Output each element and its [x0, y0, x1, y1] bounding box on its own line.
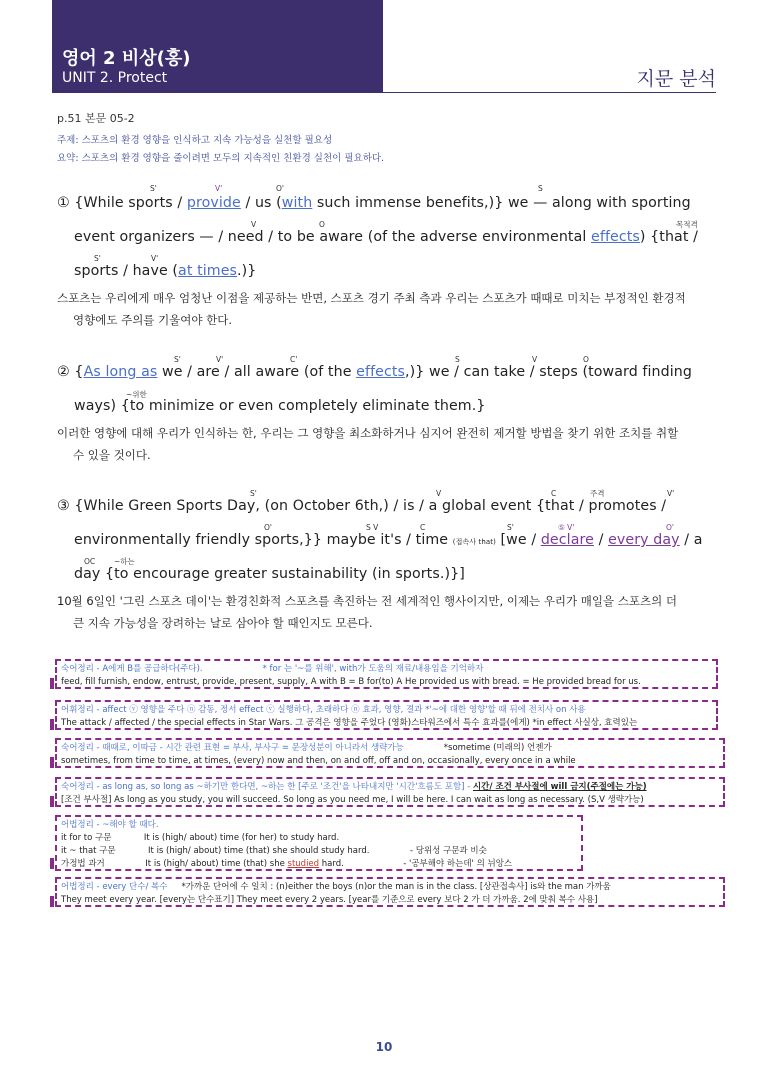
sentence-2-line-1: ② {As long as we / are / all aware (of the effects,)} we / can take / steps (toward finding [57, 364, 692, 380]
page-reference: p.51 본문 05-2 [57, 112, 135, 125]
note-marker [50, 896, 54, 907]
ann-rel: 주격 [590, 489, 605, 498]
ann-s: S' [250, 489, 257, 498]
sentence-2-line-2: ways) {to minimize or even completely eliminate them.} [74, 398, 486, 414]
ann-V: V [251, 220, 257, 229]
sentence-1-line-1: ① {While sports / provide / us (with such immense benefits,)} we — along with sporting [57, 195, 691, 211]
note-marker [50, 757, 54, 768]
sentence-1-line-2: event organizers — / need / to be aware (of the adverse environmental effects) {that / [74, 229, 698, 245]
sentence-1-line-3: sports / have (at times.)} [74, 263, 257, 279]
ann-o: O' [276, 184, 284, 193]
ann-V: V [532, 355, 538, 364]
section-label: 지문 분석 [636, 68, 716, 90]
translation-1: 스포츠는 우리에게 매우 엄청난 이점을 제공하는 반면, 스포츠 경기 주최 측과 우리는 스포츠가 때때로 미치는 부정적인 환경적 영향에도 주의를 기울여야 한다. [57, 291, 686, 327]
ann-v: V [436, 489, 442, 498]
ann-S2: S' [507, 523, 514, 532]
topic: 주제: 스포츠의 환경 영향을 인식하고 지속 가능성을 실천할 필요성 [57, 135, 333, 146]
note-box-4: 숙어정리 - as long as, so long as ~하기만 한다면, ~하는 한 [주로 '조건'을 나타내지만 '시간'흐름도 포함] - 시간/ 조건 부사절에 will 금지(주절에는 가능) [조건 부사절] As long as you study, you will succeed. So long as you need me, I will be here. I can wait as long as necessary. (S,V 생략가능) [55, 777, 725, 807]
ann-s: S' [174, 355, 181, 364]
ann-v: V' [215, 184, 223, 193]
translation-2: 이러한 영향에 대해 우리가 인식하는 한, 우리는 그 영향을 최소화하거나 심지어 완전히 제거할 방법을 찾기 위한 조치를 취할 수 있을 것이다. [57, 426, 679, 462]
ann-S: S [538, 184, 543, 193]
sentence-3-line-1: ③ {While Green Sports Day, (on October 6th,) / is / a global event {that / promotes / [57, 498, 667, 514]
ann-v2: V' [151, 254, 159, 263]
ann-c: C [551, 489, 557, 498]
ann-O: O [319, 220, 325, 229]
ann-s2: S' [94, 254, 101, 263]
ann-s: S' [150, 184, 157, 193]
page-title: 영어 2 비상(홍) [62, 48, 191, 69]
note-box-1: 숙어정리 - A에게 B를 공급하다(주다). * for 는 '~를 위해', with가 도움의 재료/내용임을 기억하자 feed, fill furnish, endow, entrust, provide, present, supply, A with B = B for(to) A He provided us with bread. = He provided bread for us. [55, 659, 718, 689]
note-box-2: 어휘정리 - affect ⓥ 영향을 주다 ⓝ 감동, 정서 effect ⓥ 실행하다, 초래하다 ⓝ 효과, 영향, 결과 *'~에 대한 영향'할 때 뒤에 전치사 on 사용 The attack / affected / the special effects in Star Wars. 그 공격은 영향을 주었다 (영화)스타워즈에서 특수 효과를(에게) *in effect 사실상, 효력있는 [55, 700, 718, 730]
ann-toh: ~하는 [114, 557, 135, 566]
note-marker [50, 678, 54, 689]
unit-label: UNIT 2. Protect [62, 70, 168, 86]
sentence-3-line-3: day {to encourage greater sustainability (in sports.)}] [74, 566, 465, 582]
ann-S: S [455, 355, 460, 364]
ann-C: C [420, 523, 426, 532]
ann-sv: S V [366, 523, 379, 532]
note-box-5: 어법정리 - ~해야 할 때다. it for to 구문 It is (high/ about) time (for her) to study hard. it ~ that 구문 It is (high/ about) time (that) she should study hard. - 당위성 구문과 비슷 가정법 과거 It is (high/ about) time (that) she studied hard. - '공부해야 하는데' 의 뉘앙스 [55, 815, 583, 871]
ann-v5: ⑤ V' [558, 523, 575, 532]
translation-3: 10월 6일인 '그린 스포츠 데이'는 환경친화적 스포츠를 촉진하는 전 세계적인 행사이지만, 이제는 우리가 매일을 스포츠의 더 큰 지속 가능성을 장려하는 날로 삼아야 할 때인지도 모른다. [57, 594, 677, 630]
page-number: 10 [375, 1040, 393, 1054]
note-marker [50, 858, 54, 869]
ann-op: O' [264, 523, 272, 532]
note-marker [50, 796, 54, 807]
ann-to: ~위한 [126, 390, 147, 399]
ann-o2: O' [666, 523, 674, 532]
ann-vp: V' [667, 489, 675, 498]
ann-oc: OC [84, 557, 96, 566]
ann-obj: 목적격 [676, 220, 698, 229]
note-marker [50, 719, 54, 730]
note-box-3: 숙어정리 - 때때로, 이따금 - 시간 관련 표현 = 부사, 부사구 = 문장성분이 아니라서 생략가능 *sometime (미래의) 언젠가 sometimes, from time to time, at times, (every) now and then, on and off, off and on, occasionally, every once in a while [55, 738, 725, 768]
sentence-3-line-2: environmentally friendly sports,}} maybe it's / time (접속사 that) [we / declare / every day / a [74, 532, 703, 548]
ann-v: V' [216, 355, 224, 364]
ann-c: C' [290, 355, 298, 364]
summary: 요약: 스포츠의 환경 영향을 줄이려면 모두의 지속적인 친환경 실천이 필요하다. [57, 153, 385, 164]
note-box-6: 어법정리 - every 단수/ 복수 *가까운 단어에 수 일치 : (n)either the boys (n)or the man is in the class. [상관접속사] is와 the man 가까움 They meet every year. [every는 단수표기] They meet every 2 years. [year를 기준으로 every 보다 2 가 더 가까움. 2에 맞춰 복수 사용] [55, 877, 725, 907]
ann-O: O [583, 355, 589, 364]
header-divider [52, 92, 716, 93]
